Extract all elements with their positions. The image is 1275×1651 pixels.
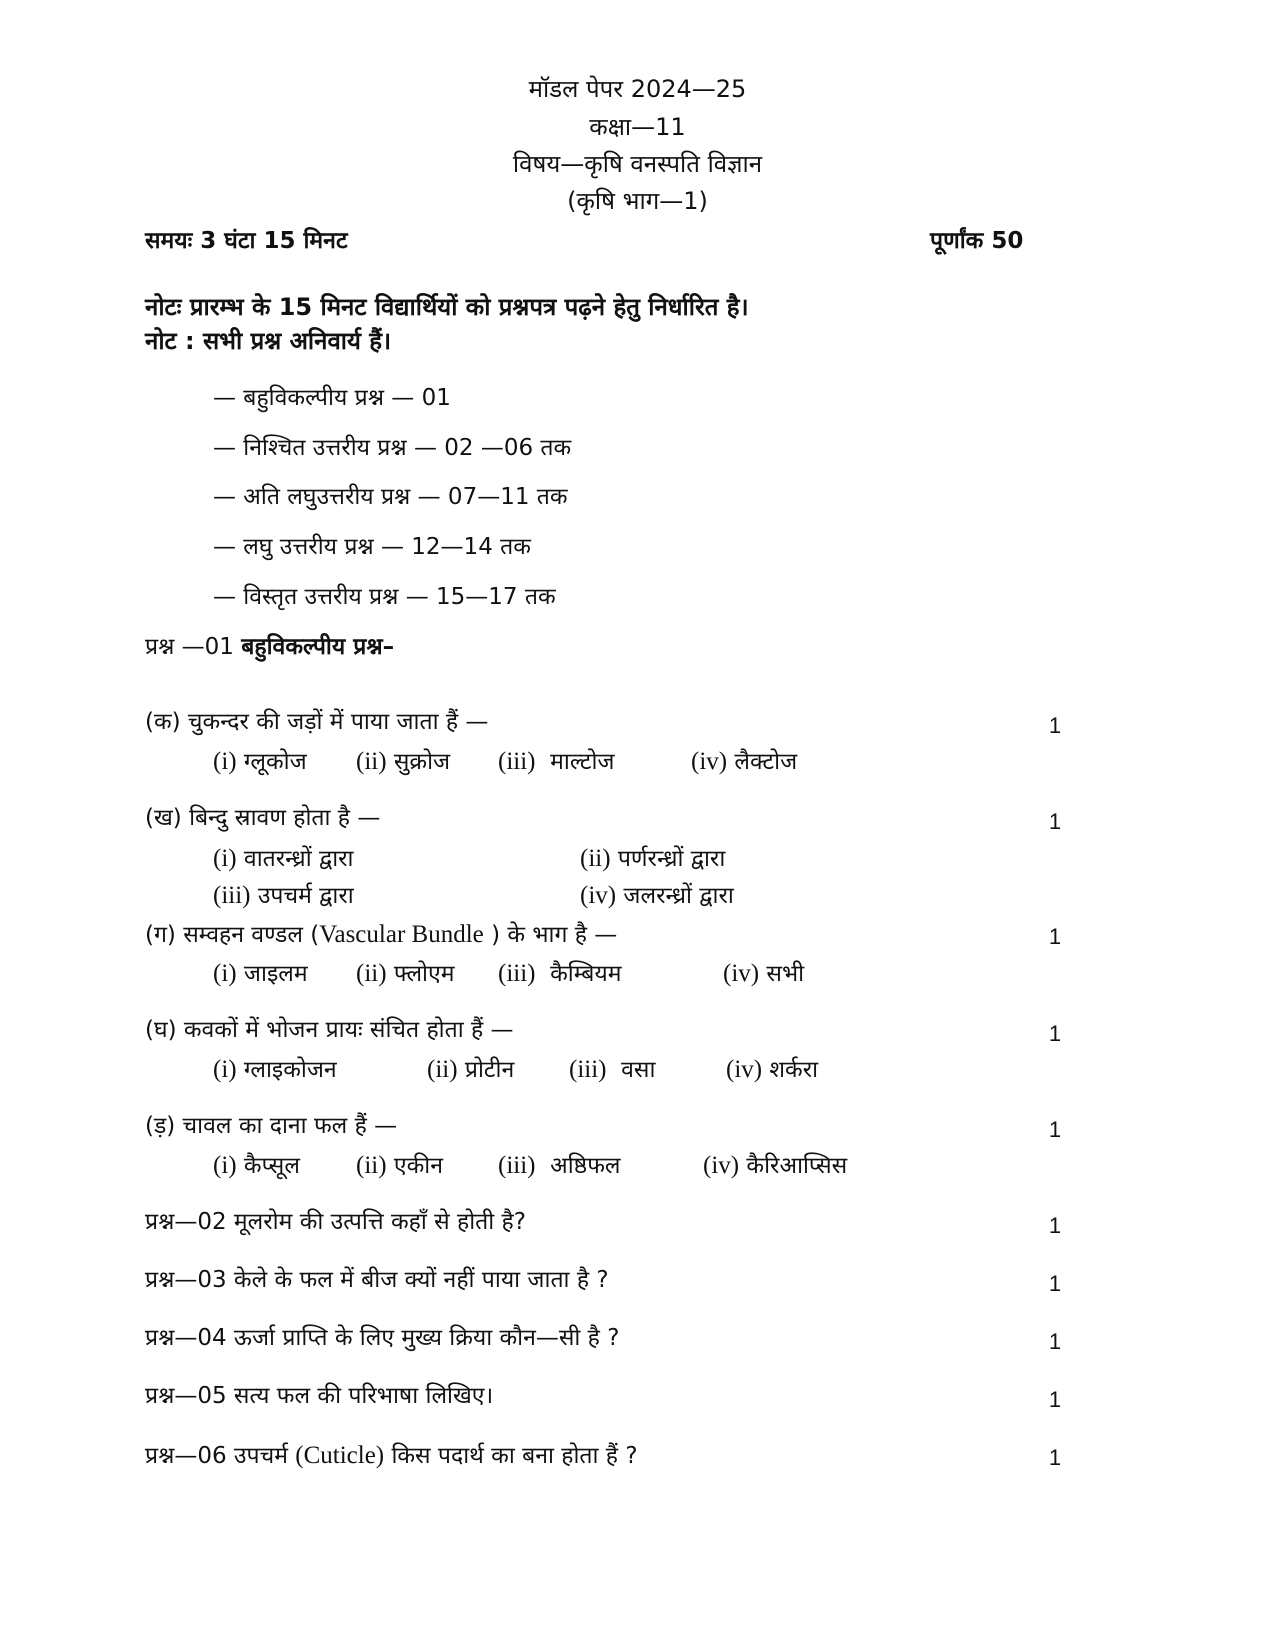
marks: 1 (1048, 1021, 1062, 1046)
marks: 1 (1048, 809, 1062, 834)
mcq-option: (ii) फ्लोएम (356, 960, 455, 987)
mcq-stem: (घ) कवकों में भोजन प्रायः संचित होता हैं — (145, 1017, 514, 1043)
question-02: प्रश्न—02 मूलरोम की उत्पत्ति कहाँ से होती है? (145, 1209, 526, 1235)
marks: 1 (1048, 1387, 1062, 1412)
question-05: प्रश्न—05 सत्य फल की परिभाषा लिखिए। (145, 1383, 494, 1409)
mcq-option: (i) कैप्सूल (213, 1152, 300, 1179)
subject-label: विषय—कृषि वनस्पति विज्ञान (512, 150, 763, 178)
mcq-option: (iv) सभी (723, 960, 805, 987)
marks: 1 (1048, 1445, 1062, 1470)
marks: 1 (1048, 1213, 1062, 1238)
marks: 1 (1048, 1117, 1062, 1142)
mcq-option: (i) ग्लूकोज (213, 748, 307, 775)
mcq-option: (iv) कैरिआप्सिस (703, 1152, 848, 1179)
note-all-compulsory: नोट : सभी प्रश्न अनिवार्य हैं। (145, 327, 392, 355)
mcq-option: (ii) प्रोटीन (427, 1056, 515, 1083)
latin-term: (Cuticle) (295, 1442, 385, 1469)
max-marks-label: पूर्णांक 50 (930, 228, 1024, 254)
section-item: — लघु उत्तरीय प्रश्न — 12—14 तक (213, 534, 531, 560)
marks: 1 (1048, 1271, 1062, 1296)
mcq-option: (iii) माल्टोज (498, 748, 615, 775)
mcq-option: (iii) कैम्बियम (498, 960, 622, 987)
marks: 1 (1048, 713, 1062, 738)
mcq-stem: (क) चुकन्दर की जड़ों में पाया जाता हैं — (145, 709, 489, 735)
question-04: प्रश्न—04 ऊर्जा प्राप्ति के लिए मुख्य क्रिया कौन—सी है ? (145, 1325, 620, 1351)
mcq-option: (iii) अष्ठिफल (498, 1152, 621, 1179)
mcq-option: (ii) पर्णरन्ध्रों द्वारा (580, 845, 726, 872)
mcq-option: (i) वातरन्ध्रों द्वारा (213, 845, 354, 872)
class-label: कक्षा—11 (589, 113, 686, 141)
mcq-option: (iii) उपचर्म द्वारा (213, 882, 354, 909)
section-item: — विस्तृत उत्तरीय प्रश्न — 15—17 तक (213, 584, 556, 610)
mcq-option: (i) जाइलम (213, 960, 308, 987)
section-item: — निश्चित उत्तरीय प्रश्न — 02 —06 तक (213, 435, 572, 461)
mcq-stem: (ख) बिन्दु स्रावण होता है — (145, 805, 381, 831)
mcq-option: (ii) सुक्रोज (356, 748, 451, 775)
marks: 1 (1048, 1329, 1062, 1354)
time-label: समयः 3 घंटा 15 मिनट (145, 228, 348, 254)
mcq-option: (i) ग्लाइकोजन (213, 1056, 337, 1083)
note-reading-time: नोटः प्रारम्भ के 15 मिनट विद्यार्थियों को प्रश्नपत्र पढ़ने हेतु निर्धारित है। (145, 293, 749, 321)
section-item: — अति लघुउत्तरीय प्रश्न — 07—11 तक (213, 484, 568, 510)
mcq-option: (iv) लैक्टोज (691, 748, 798, 775)
mcq-stem: (ड़) चावल का दाना फल हैं — (145, 1113, 398, 1139)
question-06: प्रश्न—06 उपचर्म (Cuticle) किस पदार्थ का बना होता हैं ? (145, 1442, 638, 1469)
q1-heading (145, 635, 394, 660)
q1-title: बहुविकल्पीय प्रश्न– (241, 634, 395, 660)
mcq-option: (ii) एकीन (356, 1152, 443, 1179)
paper-title: मॉडल पेपर 2024—25 (528, 75, 747, 103)
section-item: — बहुविकल्पीय प्रश्न — 01 (213, 385, 451, 411)
q1-prefix: प्रश्न —01 (145, 634, 234, 660)
marks: 1 (1048, 924, 1062, 949)
mcq-option: (iii) वसा (569, 1056, 656, 1083)
mcq-stem: (ग) सम्वहन वण्डल (Vascular Bundle ) के भाग है — (145, 921, 618, 948)
question-03: प्रश्न—03 केले के फल में बीज क्यों नहीं पाया जाता है ? (145, 1267, 609, 1293)
mcq-option: (iv) जलरन्ध्रों द्वारा (580, 882, 734, 909)
mcq-option: (iv) शर्करा (726, 1056, 819, 1083)
latin-term: Vascular Bundle (319, 921, 484, 948)
part-label: (कृषि भाग—1) (567, 187, 708, 215)
